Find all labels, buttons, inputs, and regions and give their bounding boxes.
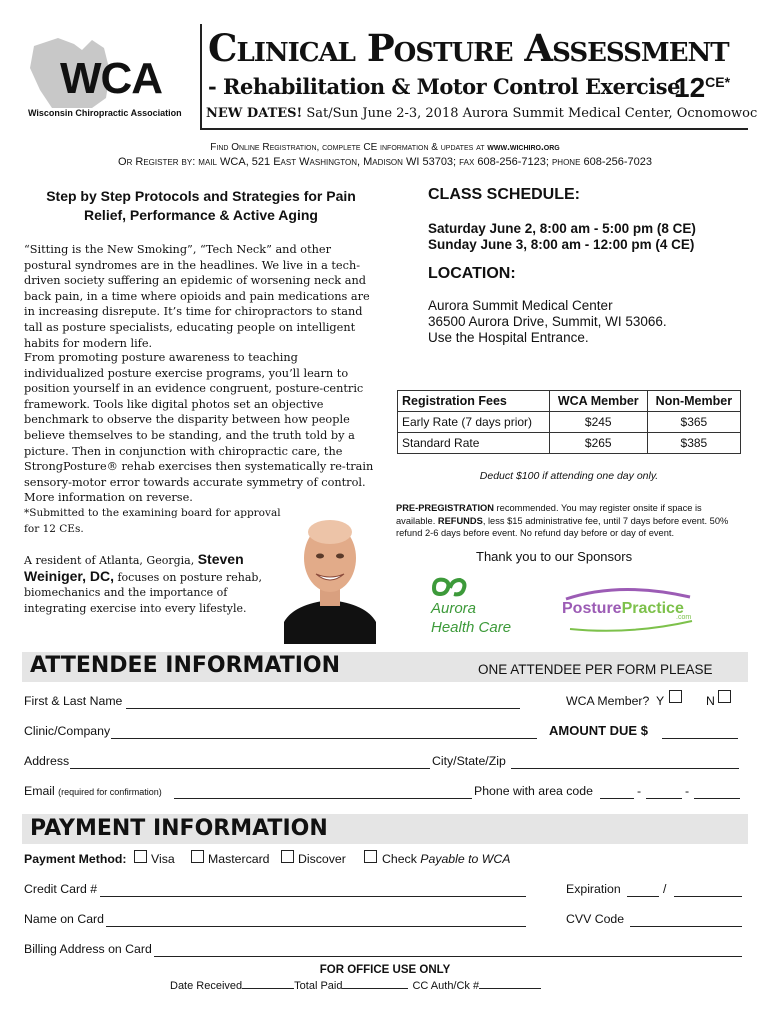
member-no-label: N <box>706 694 715 708</box>
table-header: WCA Member <box>549 391 647 412</box>
cvv-label: CVV Code <box>566 912 625 926</box>
expiration-month-field[interactable] <box>627 884 659 897</box>
table-cell: $245 <box>549 412 647 433</box>
address-label: Address <box>24 754 70 768</box>
schedule-heading: CLASS SCHEDULE: <box>428 186 581 203</box>
pp-suffix: .com <box>676 614 692 621</box>
credit-card-label: Credit Card # <box>24 882 98 896</box>
phone-prefix-field[interactable] <box>646 786 682 799</box>
online-registration-info <box>0 142 770 153</box>
office-use-heading: FOR OFFICE USE ONLY <box>319 964 451 976</box>
ce-badge <box>674 72 730 104</box>
amount-due-label: AMOUNT DUE $ <box>549 723 648 738</box>
billing-address-field[interactable] <box>154 944 742 957</box>
credit-card-field[interactable] <box>100 884 526 897</box>
website-link[interactable]: www.wichiro.org <box>487 142 560 153</box>
clinic-field[interactable] <box>111 726 537 739</box>
name-on-card-field[interactable] <box>106 914 526 927</box>
city-field[interactable] <box>511 756 739 769</box>
mail-registration-info: Or Register by: mail WCA, 521 East Washington, Madison WI 53703; fax 608-256-7123; phone 608-256-7023 <box>118 156 652 168</box>
posture-practice-logo-text <box>562 600 684 618</box>
phone-sep: - <box>685 784 690 798</box>
speaker-photo <box>284 512 376 644</box>
page-title: Clinical Posture Assessment <box>208 26 729 70</box>
expiration-year-field[interactable] <box>674 884 742 897</box>
address-field[interactable] <box>70 756 430 769</box>
table-cell: $365 <box>647 412 740 433</box>
date-received-field[interactable] <box>242 988 294 989</box>
email-label <box>24 784 162 798</box>
clinic-label: Clinic/Company <box>24 724 111 738</box>
new-dates-label: NEW DATES! <box>206 106 303 121</box>
bio-suffix: focuses on posture rehab, biomechanics and the importance of integrating exercise into every lifestyle. <box>24 570 262 615</box>
billing-address-label: Billing Address on Card <box>24 942 152 956</box>
email-field[interactable] <box>174 786 472 799</box>
pp-part1: Posture <box>562 600 622 617</box>
ce-mark: * <box>724 74 731 90</box>
discover-label: Discover <box>298 852 346 866</box>
total-paid-field[interactable] <box>342 988 408 989</box>
mastercard-checkbox[interactable] <box>191 850 204 863</box>
bio-prefix: A resident of Atlanta, Georgia, <box>24 554 195 567</box>
payment-method-label: Payment Method: <box>24 852 127 866</box>
table-cell: Early Rate (7 days prior) <box>398 412 550 433</box>
phone-sep: - <box>637 784 642 798</box>
preregistration-policy <box>396 502 741 540</box>
check-label <box>382 852 511 866</box>
office-use-row <box>170 980 541 992</box>
table-cell: Standard Rate <box>398 433 550 454</box>
refunds-label: REFUNDS <box>437 515 483 526</box>
ce-label: CE <box>705 74 725 90</box>
total-paid-label: Total Paid <box>294 980 343 992</box>
amount-due-field[interactable] <box>662 726 738 739</box>
location-line: 36500 Aurora Drive, Summit, WI 53066. <box>428 314 667 329</box>
attendee-note: ONE ATTENDEE PER FORM PLEASE <box>478 662 713 677</box>
member-no-checkbox[interactable] <box>718 690 731 703</box>
location-line: Use the Hospital Entrance. <box>428 330 589 345</box>
logo-caption: Wisconsin Chiropractic Association <box>28 108 182 118</box>
member-yes-label: Y <box>656 694 665 708</box>
auth-label: CC Auth/Ck # <box>412 980 480 992</box>
visa-label: Visa <box>151 852 175 866</box>
table-header-row <box>398 391 741 412</box>
description-paragraph: From promoting posture awareness to teaching individualized posture exercise programs, you’ll learn to position yourself in an evidence congruent, posture-centric framework. Tools like digital photos set an objective benchmark to observe the disparity between how people believe themselves to be standing, and the truth told by a picture. Then in conjunction with chiropractic care, the StrongPosture® rehab exercises then systematically re-train sensory-motor error towards accurate symmetry of control. More information on reverse. <box>24 351 374 505</box>
date-received-label: Date Received <box>170 980 243 992</box>
visa-checkbox[interactable] <box>134 850 147 863</box>
one-day-deduct-note: Deduct $100 if attending one day only. <box>479 470 659 482</box>
schedule-saturday: Saturday June 2, 8:00 am - 5:00 pm (8 CE) <box>428 221 696 236</box>
expiration-sep: / <box>663 882 667 896</box>
table-header: Registration Fees <box>398 391 550 412</box>
aurora-logo-text: Health Care <box>431 619 512 636</box>
check-payable: Payable to WCA <box>420 852 511 866</box>
table-header: Non-Member <box>647 391 740 412</box>
intro-paragraph: “Sitting is the New Smoking”, “Tech Neck” and other postural syndromes are in the headlines. We live in a tech-driven society suffering an epidemic of worsening neck and back pain, in a time where opioids and pain medications are in increasing disrepute. It’s time for chiropractors to stand tall as posture specialists, educating people on intelligent habits for modern life. <box>24 243 370 350</box>
table-row <box>398 433 741 454</box>
name-on-card-label: Name on Card <box>24 912 104 926</box>
city-label: City/State/Zip <box>432 754 506 768</box>
expiration-label: Expiration <box>566 882 621 896</box>
ce-number: 12 <box>674 72 706 103</box>
speaker-name: Steven Weiniger, DC, <box>24 551 244 584</box>
ce-footnote: *Submitted to the examining board for approval for 12 CEs. <box>24 507 281 535</box>
sponsors-heading: Thank you to our Sponsors <box>476 549 633 564</box>
phone-label: Phone with area code <box>474 784 593 798</box>
discover-checkbox[interactable] <box>281 850 294 863</box>
schedule-sunday: Sunday June 3, 8:00 am - 12:00 pm (4 CE) <box>428 237 695 252</box>
name-field[interactable] <box>126 696 520 709</box>
info-line1-text: Find Online Registration, complete CE information & updates at <box>210 142 488 153</box>
table-cell: $265 <box>549 433 647 454</box>
member-label: WCA Member? <box>566 694 650 708</box>
aurora-logo-text: Aurora <box>431 600 477 617</box>
auth-field[interactable] <box>479 988 541 989</box>
payment-section-title: PAYMENT INFORMATION <box>30 816 328 841</box>
dates-location: Sat/Sun June 2-3, 2018 Aurora Summit Medical Center, Ocnomowoc <box>306 106 758 121</box>
phone-area-field[interactable] <box>600 786 634 799</box>
pp-part2: Practice <box>621 600 684 617</box>
cvv-field[interactable] <box>630 914 742 927</box>
check-text: Check <box>382 852 417 866</box>
prereg-text: recommended. You may register onsite if space is available. <box>396 503 702 526</box>
member-yes-checkbox[interactable] <box>669 690 682 703</box>
speaker-bio <box>24 552 276 616</box>
check-checkbox[interactable] <box>364 850 377 863</box>
location-heading: LOCATION: <box>428 265 516 282</box>
name-label: First & Last Name <box>24 694 123 708</box>
email-label-text: Email <box>24 784 55 798</box>
page-subtitle: - Rehabilitation & Motor Control Exercise <box>208 74 680 99</box>
event-dates <box>206 106 757 121</box>
mastercard-label: Mastercard <box>208 852 270 866</box>
prereg-label: PRE-PREGISTRATION <box>396 503 494 513</box>
location-line: Aurora Summit Medical Center <box>428 298 613 313</box>
email-note: (required for confirmation) <box>58 787 162 797</box>
left-heading: Step by Step Protocols and Strategies for Pain Relief, Performance & Active Aging <box>46 188 356 223</box>
refunds-text: , less $15 administrative fee, until 7 days before event. 50% refund 2-6 days before event. No refund day before or day of event. <box>396 515 729 538</box>
attendee-section-title: ATTENDEE INFORMATION <box>30 653 341 678</box>
phone-line-field[interactable] <box>694 786 740 799</box>
logo-letters: WCA <box>60 54 163 103</box>
table-cell: $385 <box>647 433 740 454</box>
table-row <box>398 412 741 433</box>
fees-table <box>397 390 741 454</box>
